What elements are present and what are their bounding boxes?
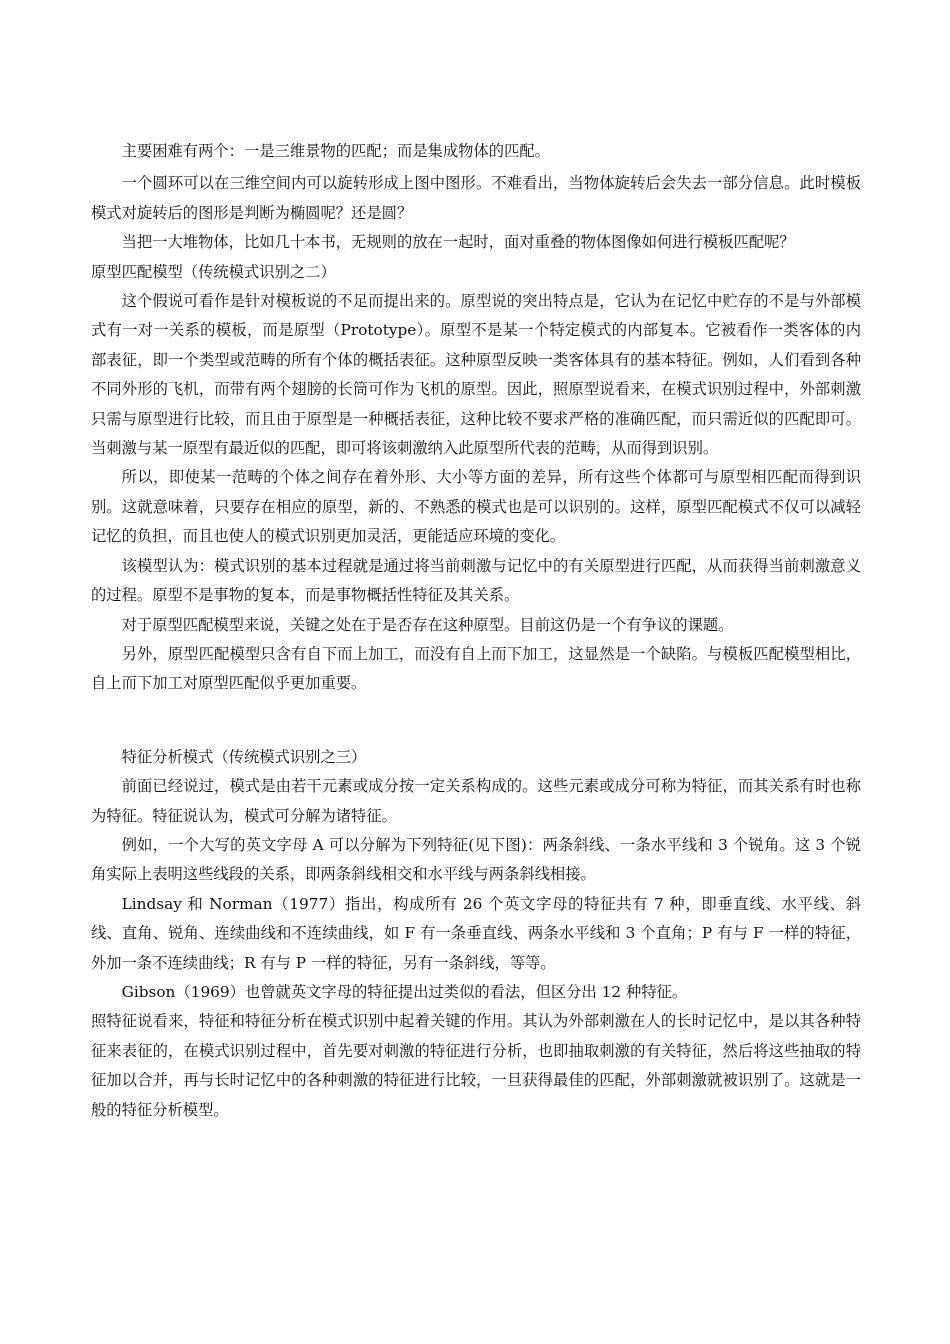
heading-prototype-matching: 原型匹配模型（传统模式识别之二）	[91, 262, 336, 281]
paragraph-prototype-defect: 另外，原型匹配模型只含有自下而上加工，而没有自上而下加工，这显然是一个缺陷。与模板匹配模型相比，自上而下加工对原型匹配似乎更加重要。	[91, 644, 861, 693]
paragraph-feature-definition: 前面已经说过，模式是由若干元素或成分按一定关系构成的。这些元素或成分可称为特征，而其关系有时也称为特征。特征说认为，模式可分解为诸特征。	[91, 777, 861, 825]
paragraph-prototype-process: 该模型认为：模式识别的基本过程就是通过将当前刺激与记忆中的有关原型进行匹配，从而获得当前刺激意义的过程。原型不是事物的复本，而是事物概括性特征及其关系。	[91, 556, 861, 605]
paragraph-rotating-ring: 一个圆环可以在三维空间内可以旋转形成上图中图形。不难看出，当物体旋转后会失去一部分信息。此时模板模式对旋转后的图形是判断为椭圆呢？还是圆？	[91, 174, 861, 222]
paragraph-prototype-hypothesis: 这个假说可看作是针对模板说的不足而提出来的。原型说的突出特点是，它认为在记忆中贮存的不是与外部模式有一对一关系的模板，而是原型（Prototype）。原型不是某一个特定模式的内部复本。它被看作一类客体的内部表征，即一个类型或范畴的所有个体的概括表征。这种原型反映一类客体具有的基本特征。例如，人们看到各种不同外形的飞机，而带有两个翅膀的长筒可作为飞机的原型。因此，照原型说看来，在模式识别过程中，外部刺激只需与原型进行比较，而且由于原型是一种概括表征，这种比较不要求严格的准确匹配，而只需近似的匹配即可。当刺激与某一原型有最近似的匹配，即可将该刺激纳入此原型所代表的范畴，从而得到识别。	[91, 292, 861, 458]
paragraph-lindsay-norman: Lindsay 和 Norman（1977）指出，构成所有 26 个英文字母的特征共有 7 种，即垂直线、水平线、斜线、直角、锐角、连续曲线和不连续曲线，如 F 有一条垂直线、两条水平线和 3 个直角；P 有与 F 一样的特征，外加一条不连续曲线；R 有与 P 一样的特征，另有一条斜线，等等。	[91, 894, 861, 972]
spacer	[91, 699, 861, 743]
document-page	[91, 137, 861, 1125]
paragraph-prototype-key: 对于原型匹配模型来说，关键之处在于是否存在这种原型。目前这仍是一个有争议的课题。	[121, 615, 734, 634]
paragraph-overlapping-objects: 当把一大堆物体，比如几十本书，无规则的放在一起时，面对重叠的物体图像如何进行模板匹配呢？	[121, 233, 795, 252]
paragraph-letter-a-example: 例如，一个大写的英文字母 A 可以分解为下列特征(见下图)：两条斜线、一条水平线和 3 个锐角。这 3 个锐角实际上表明这些线段的关系，即两条斜线相交和水平线与两条斜线相接。	[91, 835, 861, 884]
paragraph-feature-model-summary: 照特征说看来，特征和特征分析在模式识别中起着关键的作用。其认为外部刺激在人的长时记忆中，是以其各种特征来表征的，在模式识别过程中，首先要对刺激的特征进行分析，也即抽取刺激的有关特征，然后将这些抽取的特征加以合并，再与长时记忆中的各种刺激的特征进行比较，一旦获得最佳的匹配，外部刺激就被识别了。这就是一般的特征分析模型。	[91, 1012, 861, 1119]
paragraph-prototype-recognition: 所以，即使某一范畴的个体之间存在着外形、大小等方面的差异，所有这些个体都可与原型相匹配而得到识别。这就意味着，只要存在相应的原型，新的、不熟悉的模式也是可以识别的。这样，原型匹配模式不仅可以减轻记忆的负担，而且也使人的模式识别更加灵活，更能适应环境的变化。	[91, 468, 861, 546]
heading-feature-analysis: 特征分析模式（传统模式识别之三）	[121, 747, 367, 766]
paragraph-gibson: Gibson（1969）也曾就英文字母的特征提出过类似的看法，但区分出 12 种特征。	[121, 982, 688, 1001]
paragraph-main-difficulties: 主要困难有两个：一是三维景物的匹配；而是集成物体的匹配。	[121, 142, 550, 160]
